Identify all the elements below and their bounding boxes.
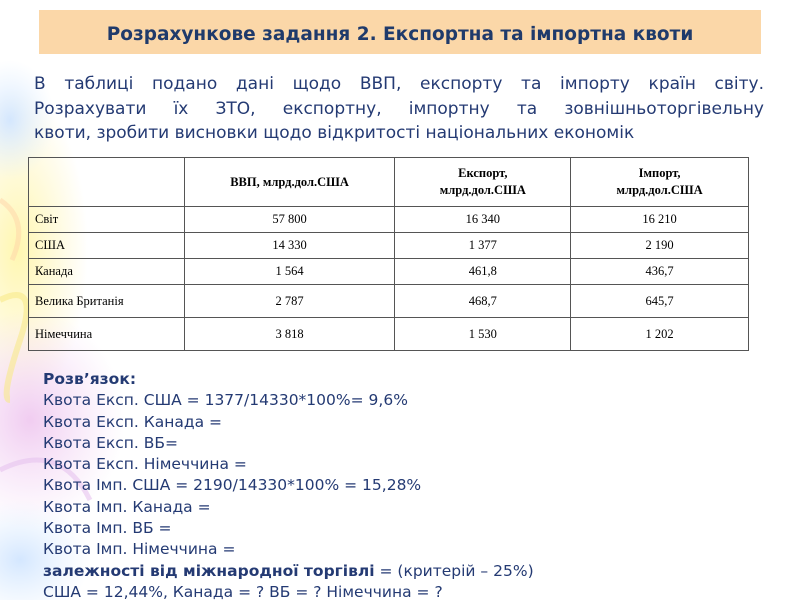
task-description-line: В таблиці подано дані щодо ВВП, експорту та імпорту країн світу.: [34, 74, 764, 94]
title-bar: [39, 10, 761, 54]
cell-export: 468,7: [395, 285, 571, 318]
header-export: [395, 158, 571, 207]
solution-line: Квота Експ. США = 1377/14330*100%= 9,6%: [43, 391, 408, 410]
table-row: [29, 207, 749, 233]
cell-gdp: 14 330: [184, 233, 395, 259]
cell-gdp: 2 787: [184, 285, 395, 318]
cell-gdp: 1 564: [184, 259, 395, 285]
cell-export: 16 340: [395, 207, 571, 233]
task-description-line: Розрахувати їх ЗТО, експортну, імпортну та зовнішньоторгівельну: [34, 98, 764, 119]
solution-block: [43, 369, 534, 603]
task-description-line: квоти, зробити висновки щодо відкритості національних економік: [34, 123, 635, 143]
cell-import: 645,7: [571, 285, 749, 318]
cell-import: 1 202: [571, 318, 749, 351]
cell-import: 2 190: [571, 233, 749, 259]
cell-export: 1 530: [395, 318, 571, 351]
cell-country: Світ: [29, 207, 185, 233]
cell-gdp: 57 800: [184, 207, 395, 233]
solution-line: Квота Імп. ВБ =: [43, 519, 172, 538]
dependency-criterion: = (критерій – 25%): [374, 561, 534, 580]
cell-country: Велика Британія: [29, 285, 185, 318]
solution-line: Квота Імп. США = 2190/14330*100% = 15,28%: [43, 476, 422, 495]
cell-country: США: [29, 233, 185, 259]
table-row: [29, 259, 749, 285]
header-export-label: Експорт, млрд.дол.США: [439, 166, 526, 197]
table-row: [29, 233, 749, 259]
task-description: [34, 72, 764, 146]
cell-gdp: 3 818: [184, 318, 395, 351]
cell-country: Німеччина: [29, 318, 185, 351]
solution-line: Квота Імп. Канада =: [43, 497, 211, 516]
header-gdp: ВВП, млрд.дол.США: [184, 158, 395, 207]
dependency-line: [43, 561, 534, 582]
header-country: [29, 158, 185, 207]
solution-line: Квота Експ. Канада =: [43, 412, 223, 431]
solution-result-line: США = 12,44%, Канада = ? ВБ = ? Німеччина = ?: [43, 582, 443, 601]
header-import-label: Імпорт, млрд.дол.США: [616, 166, 703, 197]
cell-import: 436,7: [571, 259, 749, 285]
cell-import: 16 210: [571, 207, 749, 233]
table-header-row: [29, 158, 749, 207]
table-row: [29, 318, 749, 351]
solution-line: Квота Експ. Німеччина =: [43, 455, 247, 474]
page-title: Розрахункове задання 2. Експортна та імпортна квоти: [106, 23, 694, 45]
solution-heading: Розв’язок:: [43, 370, 137, 388]
solution-line: Квота Експ. ВБ=: [43, 433, 178, 452]
data-table: [28, 157, 749, 351]
cell-export: 461,8: [395, 259, 571, 285]
cell-country: Канада: [29, 259, 185, 285]
table-row: [29, 285, 749, 318]
header-import: [571, 158, 749, 207]
cell-export: 1 377: [395, 233, 571, 259]
solution-line: Квота Імп. Німеччина =: [43, 540, 236, 559]
dependency-label: залежності від міжнародної торгівлі: [43, 561, 375, 580]
